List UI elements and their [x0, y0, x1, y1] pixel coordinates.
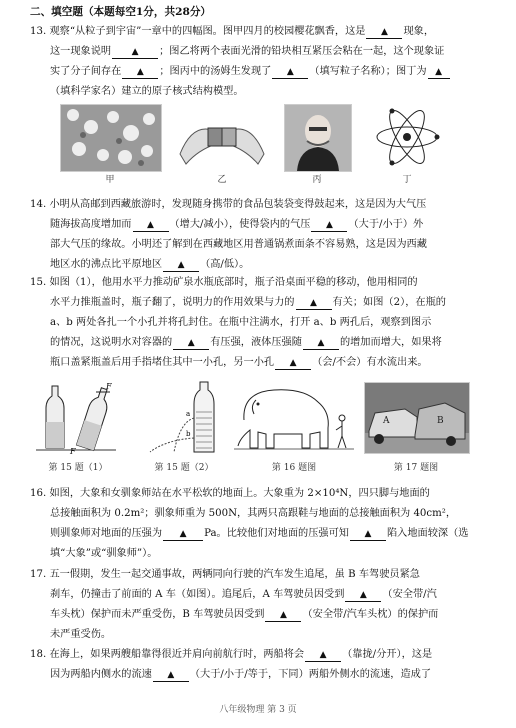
cherry-blossom-image [60, 104, 162, 172]
question-13: 13. 观察“从粒子到宇宙”一章中的四幅图。图甲四月的校园樱花飘香，这是 ▲ 现象， 这一现象说明 ▲ ；图乙将两个表面光滑的铅块相互紧压会粘在一起，这个现象证 实了分子间存在 ▲ ；图丙中的汤姆生发现了 ▲ （填写粒子名称）；图丁为 ▲ （填科学家名）建立的原子核式结构模型。 [30, 22, 492, 102]
answer-blank[interactable]: ▲ [163, 527, 203, 541]
question-14: 14. 小明从高邮到西藏旅游时，发现随身携带的食品包装袋变得鼓起来，这是因为大气压 随海拔高度增加而 ▲ （增大/减小），使得袋内的气压 ▲ （大于/小于）外 部大气压的缘故。小明还了解到在西藏地区用普通锅煮面条不容易熟，这是因为西藏 地区水的沸点比平原地区 ▲ （高/低）。 [30, 199, 427, 270]
svg-text:a: a [186, 410, 191, 418]
answer-blank[interactable]: ▲ [305, 648, 341, 662]
figure-caption: 甲 [105, 175, 115, 185]
answer-blank[interactable]: ▲ [112, 45, 158, 59]
figure-caption: 第 16 题图 [271, 463, 317, 473]
answer-blank[interactable]: ▲ [428, 65, 450, 79]
question-18: 18. 在海上，如果两艘船靠得很近并肩向前航行时，两船将会 ▲ （靠拢/分开），这是 因为两船内侧水的流速 ▲ （大于/小于/等于，下同）两船外侧水的流速，造成了 [30, 649, 433, 680]
atom-model-diagram [372, 104, 442, 170]
answer-blank[interactable]: ▲ [122, 65, 158, 79]
answer-blank[interactable]: ▲ [133, 218, 169, 232]
answer-blank[interactable]: ▲ [275, 356, 311, 370]
figure-caption: 丙 [312, 175, 322, 185]
answer-blank[interactable]: ▲ [296, 296, 332, 310]
svg-text:B: B [437, 416, 444, 426]
car-collision-photo [364, 382, 470, 454]
answer-blank[interactable]: ▲ [345, 588, 381, 602]
bottles-push-figure [36, 378, 116, 454]
question-16: 16. 如图，大象和女驯象师站在水平松软的地面上。大象重为 2×10⁴N，四只脚与地面的 总接触面积为 0.2m²；驯象师重为 500N，其两只高跟鞋与地面的总接触面积为 40cm²， 则驯象师对地面的压强为 ▲ Pa。比较他们对地面的压强可知 ▲ 陷入地面较深（选 填“大象”或“驯象师”）。 [30, 488, 469, 559]
figure-caption: 第 17 题图 [393, 463, 439, 473]
figure-caption: 乙 [217, 175, 227, 185]
q13-text: 13. 观察“从粒子到宇宙”一章中的四幅图。图甲四月的校园樱花飘香，这是 [30, 26, 366, 37]
svg-text:A: A [383, 416, 390, 426]
question-17: 17. 五一假期，发生一起交通事故，两辆同向行驶的汽车发生追尾，虽 B 车驾驶员紧急 刹车，仍撞击了前面的 A 车（如图）。追尾后，A 车驾驶员因受到 ▲ （安全带/汽 车头枕）保护而未严重受伤，B 车驾驶员因受到 ▲ （安全带/汽车头枕）的保护而 未严重受伤。 [30, 569, 439, 640]
question-15: 15. 如图（1），他用水平力推动矿泉水瓶底部时，瓶子沿桌面平稳的移动，他用相同的 水平力推瓶盖时，瓶子翻了，说明力的作用效果与力的 ▲ 有关；如图（2），在瓶的 a、b 两处各扎一个小孔并将孔封住。在瓶中注满水，打开 a、b 两孔后，观察到图示 的情况，这说明水对容器的 ▲ 有压强，液体压强随 ▲ 的增加而增大，如果将 瓶口盖紧瓶盖后用手指堵住其中一小孔，另一小孔 ▲ （会/不会）有水流出来。 [30, 277, 446, 368]
answer-blank[interactable]: ▲ [272, 65, 308, 79]
figure-caption: 第 15 题（2） [154, 463, 214, 473]
thomson-portrait [284, 104, 352, 172]
figure-caption: 第 15 题（1） [48, 463, 108, 473]
section-title: 二、填空题（本题每空1分，共28分） [30, 6, 212, 18]
answer-blank[interactable]: ▲ [153, 668, 189, 682]
q15-17-figures [30, 378, 492, 476]
q13-figures [58, 104, 478, 190]
bottle-water-jets-figure [140, 378, 224, 454]
answer-blank[interactable]: ▲ [303, 336, 339, 350]
elephant-trainer-figure [234, 382, 354, 454]
svg-text:F: F [70, 447, 76, 454]
figure-caption: 丁 [402, 175, 412, 185]
lead-blocks-image [176, 104, 268, 170]
answer-blank[interactable]: ▲ [163, 258, 199, 272]
answer-blank[interactable]: ▲ [265, 608, 301, 622]
answer-blank[interactable]: ▲ [311, 218, 347, 232]
answer-blank[interactable]: ▲ [173, 336, 209, 350]
svg-text:F: F [106, 382, 112, 391]
answer-blank[interactable]: ▲ [366, 25, 402, 39]
page-footer: 八年级物理 第 3 页 [219, 705, 297, 715]
answer-blank[interactable]: ▲ [350, 527, 386, 541]
svg-text:b: b [186, 430, 191, 438]
